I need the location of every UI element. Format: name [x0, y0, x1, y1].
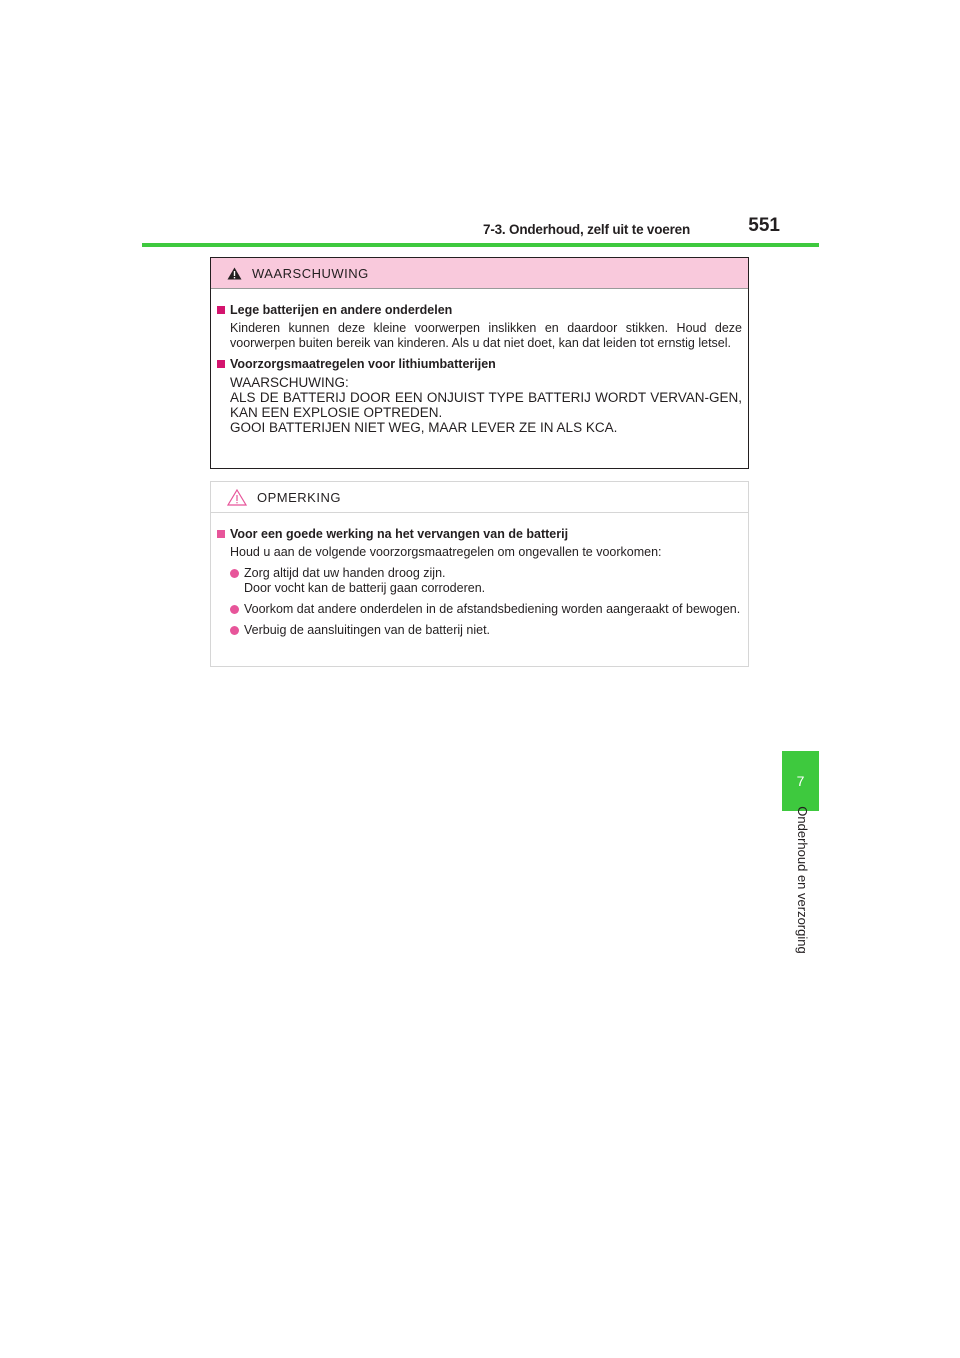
warning-item-title [217, 303, 742, 318]
notice-bullet-text: Zorg altijd dat uw handen droog zijn. [244, 566, 446, 580]
chapter-title: Onderhoud en verzorging [795, 806, 810, 954]
notice-heading: OPMERKING [257, 489, 341, 505]
square-bullet-icon [217, 306, 225, 314]
section-title: 7-3. Onderhoud, zelf uit te voeren [483, 222, 690, 237]
notice-bullet [217, 602, 742, 617]
lithium-warning-line: WAARSCHUWING: [230, 375, 349, 390]
warning-item-title [217, 357, 742, 372]
warning-box [210, 257, 749, 469]
notice-item-title-text: Voor een goede werking na het vervangen van de batterij [230, 527, 569, 541]
notice-item-title [217, 527, 742, 542]
lithium-warning-text [217, 375, 742, 435]
warning-item-text: Kinderen kunnen deze kleine voorwerpen inslikken en daardoor stikken. Houd deze voorwerpen buiten bereik van kinderen. Als u dat niet doet, kan dat leiden tot ernstig letsel. [230, 321, 742, 350]
lithium-warning-line: GOOI BATTERIJEN NIET WEG, MAAR LEVER ZE IN ALS KCA. [230, 420, 618, 435]
caution-triangle-outline-icon [227, 489, 247, 506]
chapter-number: 7 [796, 773, 805, 789]
notice-header [211, 482, 748, 513]
round-bullet-icon [230, 626, 239, 635]
round-bullet-icon [230, 605, 239, 614]
lithium-warning-line: ALS DE BATTERIJ DOOR EEN ONJUIST TYPE BATTERIJ WORDT VERVAN-GEN, KAN EEN EXPLOSIE OPTREDEN. [230, 390, 742, 420]
notice-bullet [217, 623, 742, 638]
notice-bullet-text: Door vocht kan de batterij gaan corroderen. [244, 581, 486, 595]
page-number: 551 [748, 215, 780, 236]
round-bullet-icon [230, 569, 239, 578]
notice-box [210, 481, 749, 667]
notice-bullet [217, 566, 742, 596]
notice-bullet-text: Voorkom dat andere onderdelen in de afstandsbediening worden aangeraakt of bewogen. [244, 602, 741, 616]
header-rule [142, 243, 819, 247]
warning-heading: WAARSCHUWING [252, 265, 369, 281]
warning-item-title-text: Lege batterijen en andere onderdelen [230, 303, 453, 317]
warning-item-title-text: Voorzorgsmaatregelen voor lithiumbatterijen [230, 357, 496, 371]
square-bullet-icon [217, 360, 225, 368]
warning-header [211, 258, 748, 289]
warning-triangle-icon [227, 267, 242, 280]
square-bullet-icon [217, 530, 225, 538]
notice-bullet-text: Verbuig de aansluitingen van de batterij niet. [244, 623, 491, 637]
notice-intro: Houd u aan de volgende voorzorgsmaatregelen om ongevallen te voorkomen: [230, 545, 662, 559]
